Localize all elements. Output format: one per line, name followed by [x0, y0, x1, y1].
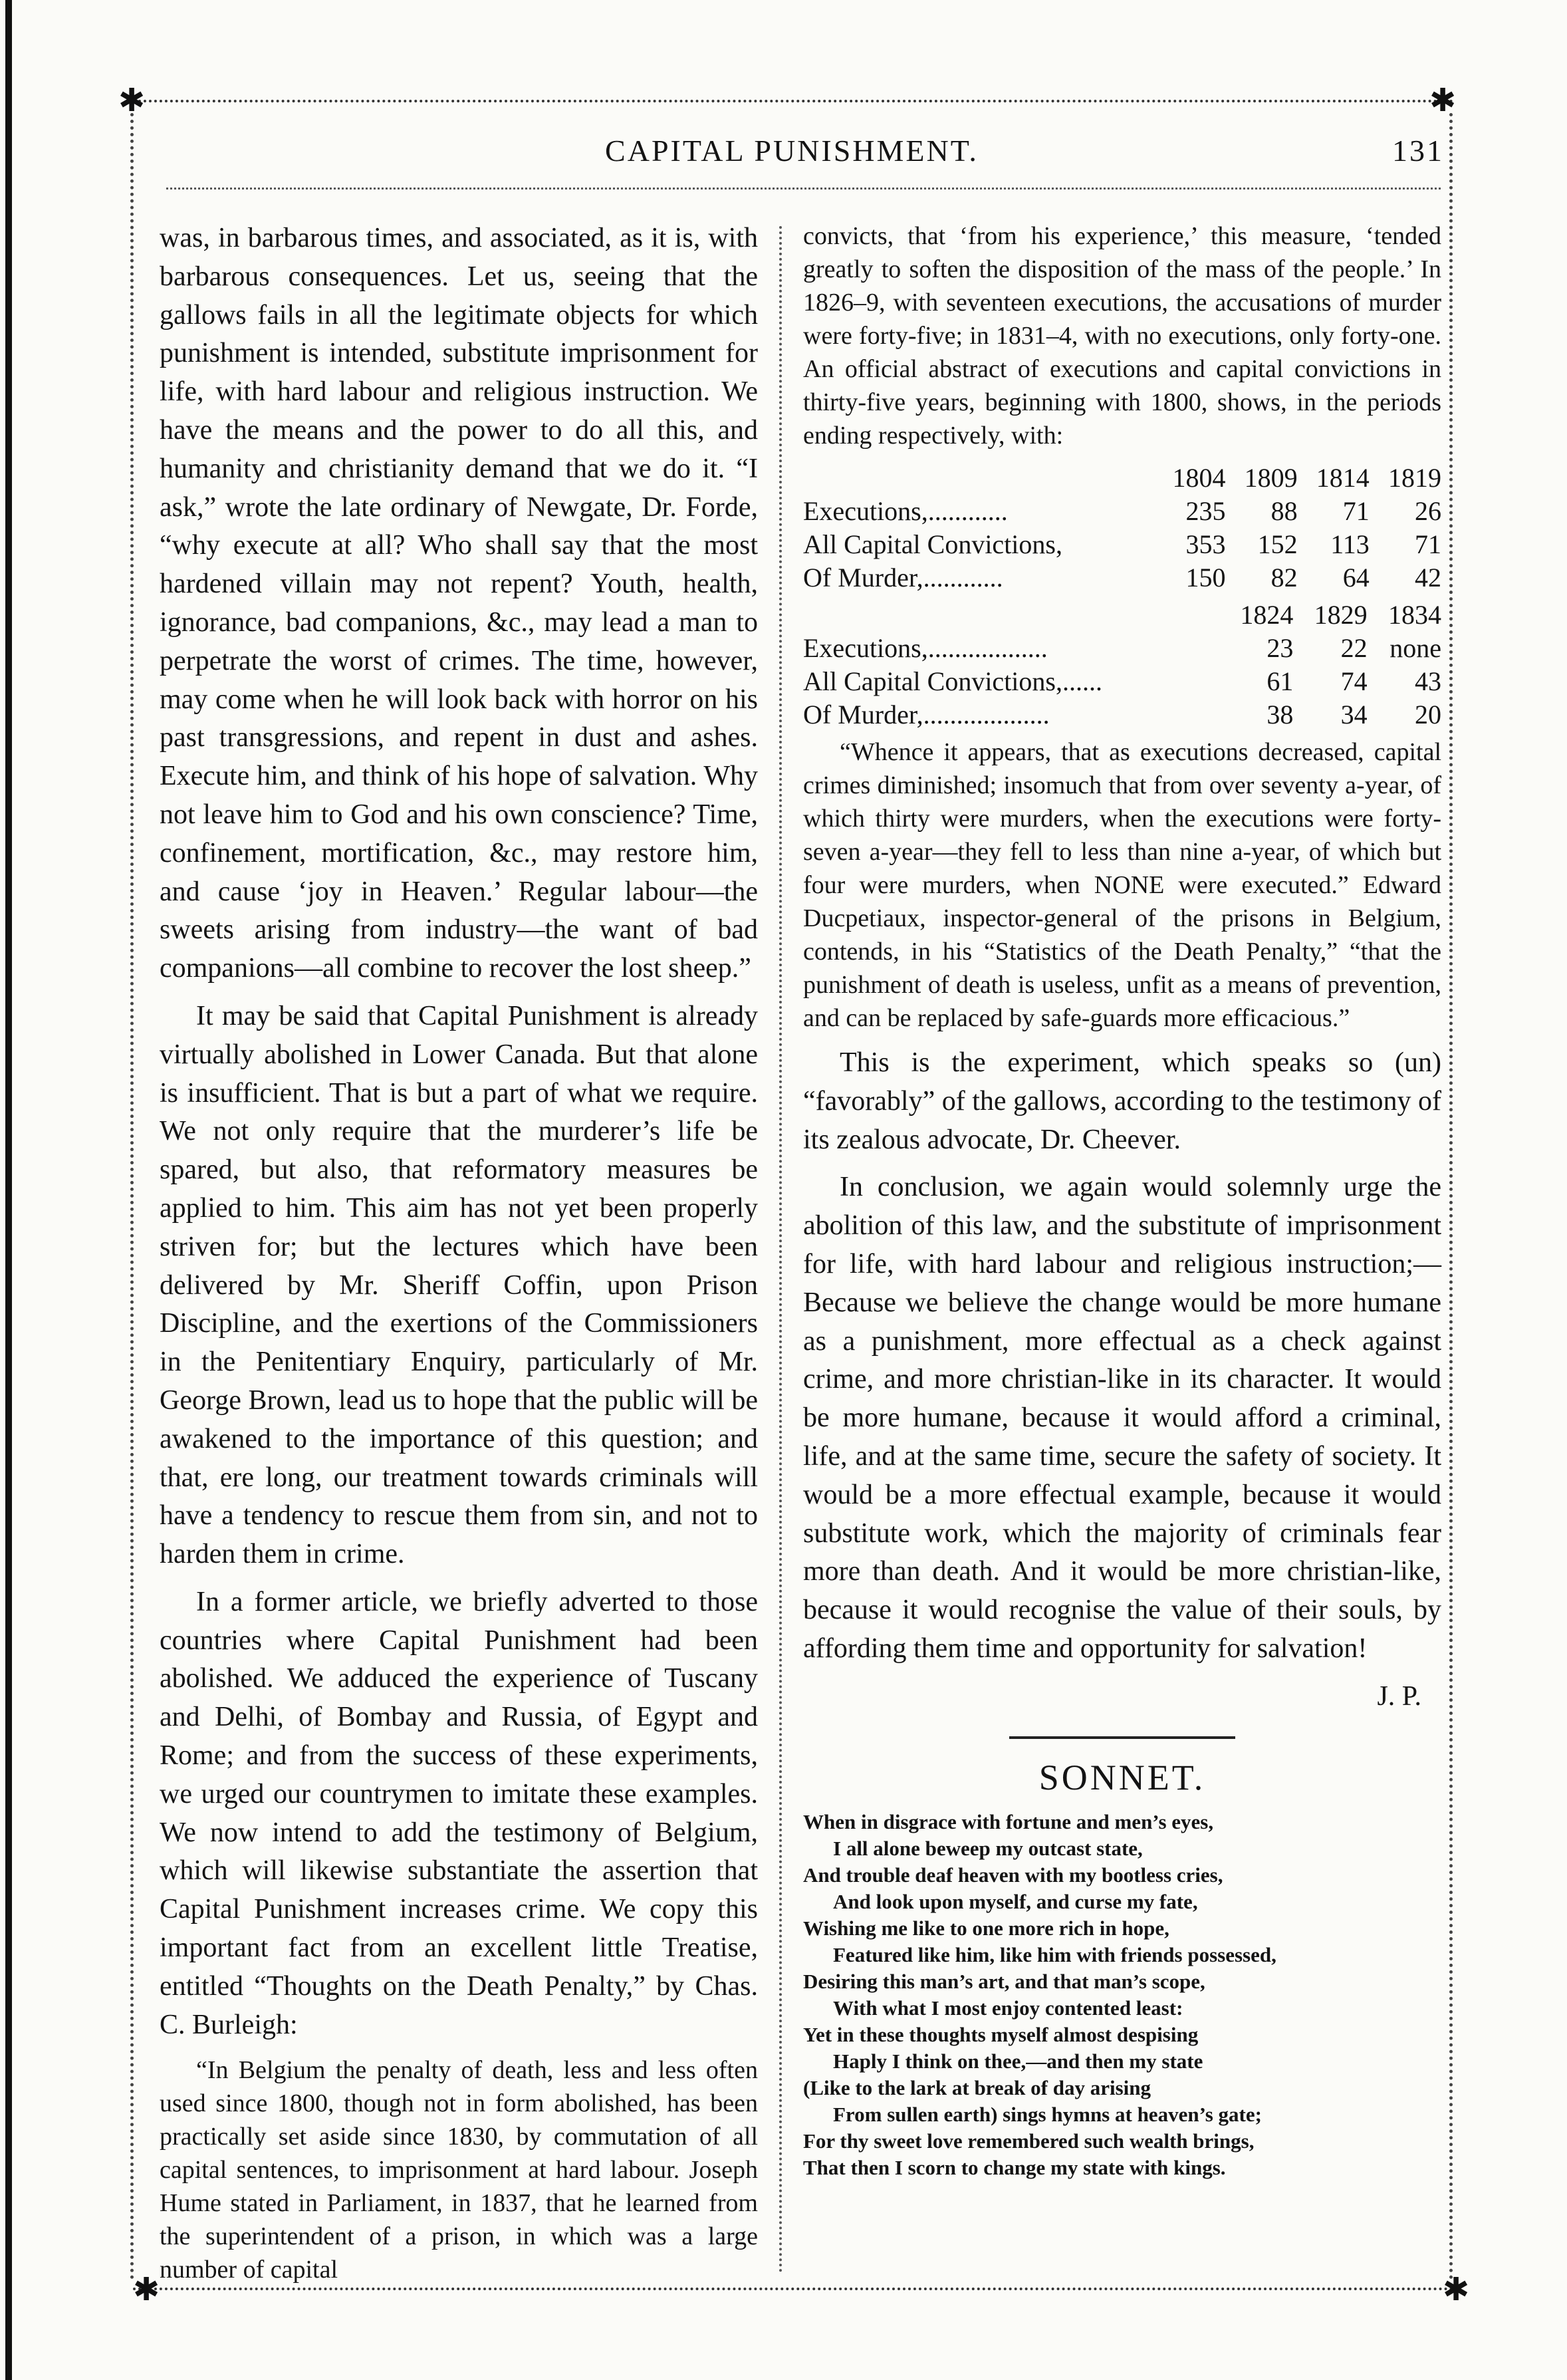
table-cell: 113	[1330, 529, 1370, 559]
top-ornamental-rule	[133, 100, 1454, 114]
left-column	[160, 219, 758, 2296]
ornament-star-icon: ✱	[133, 2272, 160, 2308]
paragraph: This is the experiment, which speaks so (un) “favorably” of the gallows, according to the testimony of its zealous advocate, Dr. Cheever.	[803, 1047, 1441, 1155]
page-title: CAPITAL PUNISHMENT.	[605, 134, 979, 168]
table-cell: 235	[1185, 496, 1226, 526]
poem-line: And trouble deaf heaven with my bootless cries,	[803, 1863, 1223, 1887]
block-quote-end: “Whence it appears, that as executions decreased, capital crimes diminished; insomuch that from over seventy a-year, of which thirty were murders, when the executions were forty-seven a-year—they fell to less than nine a-year, of which but four were murders, when NONE were executed.” Edward Ducpetiaux, inspector-general of the prisons in Belgium, contends, in his “Statistics of the Death Penalty,” “that the punishment of death is useless, unfit as a means of prevention, and can be replaced by safe-guards more efficacious.”	[803, 738, 1441, 1032]
right-column	[803, 219, 1441, 2181]
table-cell: 353	[1185, 529, 1226, 559]
header-rule	[166, 188, 1441, 190]
table-header-row	[803, 598, 1441, 632]
table-cell: 61	[1266, 666, 1294, 696]
table-cell: 74	[1340, 666, 1368, 696]
table-cell: 34	[1340, 700, 1368, 729]
table-cell: 71	[1415, 529, 1441, 559]
table-cell: 71	[1342, 496, 1370, 526]
table-cell: 26	[1415, 496, 1441, 526]
table-cell: none	[1389, 633, 1441, 663]
table-cell: 150	[1185, 563, 1226, 593]
column-divider	[779, 226, 782, 2274]
ornament-star-icon: ✱	[1443, 2272, 1470, 2308]
table-cell: 152	[1257, 529, 1298, 559]
paragraph: In conclusion, we again would solemnly urge the abolition of this law, and the substitute of imprisonment for life, with hard labour and religious instruction;—Because we believe the change would be more humane as a punishment, more effectual as a check against crime, and more christian-like in its character. It would be more humane, because it would afford a criminal, life, and at the same time, secure the safety of society. It would be a more effectual example, because it would substitute work, which the majority of criminals fear more than death. And it would be more christian-like, because it would recognise the value of their souls, by affording them time and opportunity for salvation!	[803, 1172, 1441, 1664]
block-quote-continued: convicts, that ‘from his experience,’ this measure, ‘tended greatly to soften the disposition of the mass of the people.’ In 1826–9, with seventeen executions, the accusations of murder were forty-five; in 1831–4, with no executions, only forty-one. An official abstract of executions and capital convictions in thirty-five years, beginning with 1800, shows, in the periods ending respectively, with:	[803, 222, 1441, 450]
binding-edge-rule	[5, 0, 12, 2380]
table-cell: 42	[1415, 563, 1441, 593]
table-cell: 22	[1340, 633, 1368, 663]
row-label: Of Murder,............	[803, 563, 1003, 593]
table-cell: 88	[1270, 496, 1298, 526]
paragraph: was, in barbarous times, and associated, as it is, with barbarous consequences. Let us, seeing that the gallows fails in all the legitimate objects for which punishment is intended, substitute imprisonment for life, with hard labour and religious instruction. We have the means and the power to do all this, and humanity and christianity demand that we do it. “I ask,” wrote the late ordinary of Newgate, Dr. Forde, “why execute at all? Who shall say that the most hardened villain may not repent? Youth, health, ignorance, bad companions, &c., may lead a man to perpetrate the worst of crimes. The time, however, may come when he will look back with horror on his past transgressions, and repent in dust and ashes. Execute him, and think of his hope of salvation. Why not leave him to God and his own conscience? Time, confinement, mortification, &c., may restore him, and cause ‘joy in Heaven.’ Regular labour—the sweets arising from industry—the want of bad companions—all combine to recover the lost sheep.”	[160, 223, 758, 984]
row-label: Of Murder,...................	[803, 700, 1050, 729]
table-row	[803, 665, 1441, 698]
executions-table-2	[803, 598, 1441, 731]
author-signature: J. P.	[1377, 1680, 1421, 1712]
poem-line: (Like to the lark at break of day arising	[803, 2076, 1151, 2100]
row-label: All Capital Convictions,......	[803, 666, 1102, 696]
table-cell: 23	[1266, 633, 1294, 663]
table-cell: 20	[1415, 700, 1441, 729]
paragraph: It may be said that Capital Punishment is already virtually abolished in Lower Canada. But that alone is insufficient. That is but a part of what we require. We not only require that the murderer’s life be spared, but also, that reformatory measures be applied to him. This aim has not yet been properly striven for; but the lectures which have been delivered by Mr. Sheriff Coffin, upon Prison Discipline, and the exertions of the Commissioners in the Penitentiary Enquiry, particularly of Mr. George Brown, lead us to hope that the public will be awakened to the importance of this question; and that, ere long, our treatment towards criminals will have a tendency to rescue them from sin, and not to harden them in crime.	[160, 1000, 758, 1570]
poem-line: That then I scorn to change my state with kings.	[803, 2156, 1226, 2180]
sonnet-lines	[803, 1809, 1441, 2181]
poem-line: Featured like him, like him with friends possessed,	[833, 1943, 1276, 1967]
paragraph: In a former article, we briefly adverted to those countries where Capital Punishment had been abolished. We adduced the experience of Tuscany and Delhi, of Bombay and Russia, of Egypt and Rome; and from the success of these experiments, we urged our countrymen to imitate these examples. We now intend to add the testimony of Belgium, which will likewise substantiate the assertion that Capital Punishment increases crime. We copy this important fact from an excellent little Treatise, entitled “Thoughts on the Death Penalty,” by Chas. C. Burleigh:	[160, 1586, 758, 2040]
year-cell: 1804	[1172, 463, 1226, 493]
executions-table-1	[803, 462, 1441, 595]
ornament-star-icon: ✱	[118, 83, 146, 118]
page-number: 131	[1392, 134, 1444, 168]
table-cell: 43	[1415, 666, 1441, 696]
section-rule	[1009, 1736, 1235, 1739]
year-cell: 1819	[1388, 463, 1441, 493]
poem-line: With what I most enjoy contented least:	[833, 1996, 1183, 2020]
table-row	[803, 632, 1441, 665]
poem-line: When in disgrace with fortune and men’s eyes,	[803, 1810, 1214, 1834]
year-cell: 1824	[1240, 600, 1294, 630]
right-ornamental-border	[1449, 113, 1453, 2281]
poem-line: Haply I think on thee,—and then my state	[833, 2049, 1203, 2073]
table-cell: 38	[1266, 700, 1294, 729]
poem-line: Wishing me like to one more rich in hope,	[803, 1917, 1169, 1940]
poem-line: And look upon myself, and curse my fate,	[833, 1890, 1198, 1914]
row-label: Executions,..................	[803, 633, 1048, 663]
poem-line: Desiring this man’s art, and that man’s scope,	[803, 1970, 1205, 1994]
row-label: Executions,............	[803, 496, 1008, 526]
poem-line: From sullen earth) sings hymns at heaven’s gate;	[833, 2103, 1262, 2127]
poem-line: Yet in these thoughts myself almost despising	[803, 2023, 1199, 2047]
year-cell: 1809	[1244, 463, 1298, 493]
left-ornamental-border	[130, 113, 134, 2281]
table-cell: 82	[1270, 563, 1298, 593]
row-label: All Capital Convictions,	[803, 529, 1062, 559]
table-row	[803, 561, 1441, 595]
poem-line: I all alone beweep my outcast state,	[833, 1837, 1143, 1861]
year-cell: 1814	[1316, 463, 1370, 493]
sonnet-title: SONNET.	[1038, 1757, 1206, 1797]
table-cell: 64	[1342, 563, 1370, 593]
year-cell: 1834	[1388, 600, 1441, 630]
table-row	[803, 495, 1441, 528]
ornament-star-icon: ✱	[1429, 83, 1457, 118]
running-header	[140, 133, 1444, 180]
table-row	[803, 698, 1441, 731]
table-row	[803, 528, 1441, 561]
table-header-row	[803, 462, 1441, 495]
year-cell: 1829	[1314, 600, 1368, 630]
bottom-ornamental-rule	[133, 2288, 1454, 2302]
block-quote: “In Belgium the penalty of death, less and less often used since 1800, though not in form abolished, has been practically set aside since 1830, by commutation of all capital sentences, to imprisonment at hard labour. Joseph Hume stated in Parliament, in 1837, that he learned from the superintendent of a prison, in which was a large number of capital	[160, 2056, 758, 2284]
poem-line: For thy sweet love remembered such wealth brings,	[803, 2129, 1255, 2153]
